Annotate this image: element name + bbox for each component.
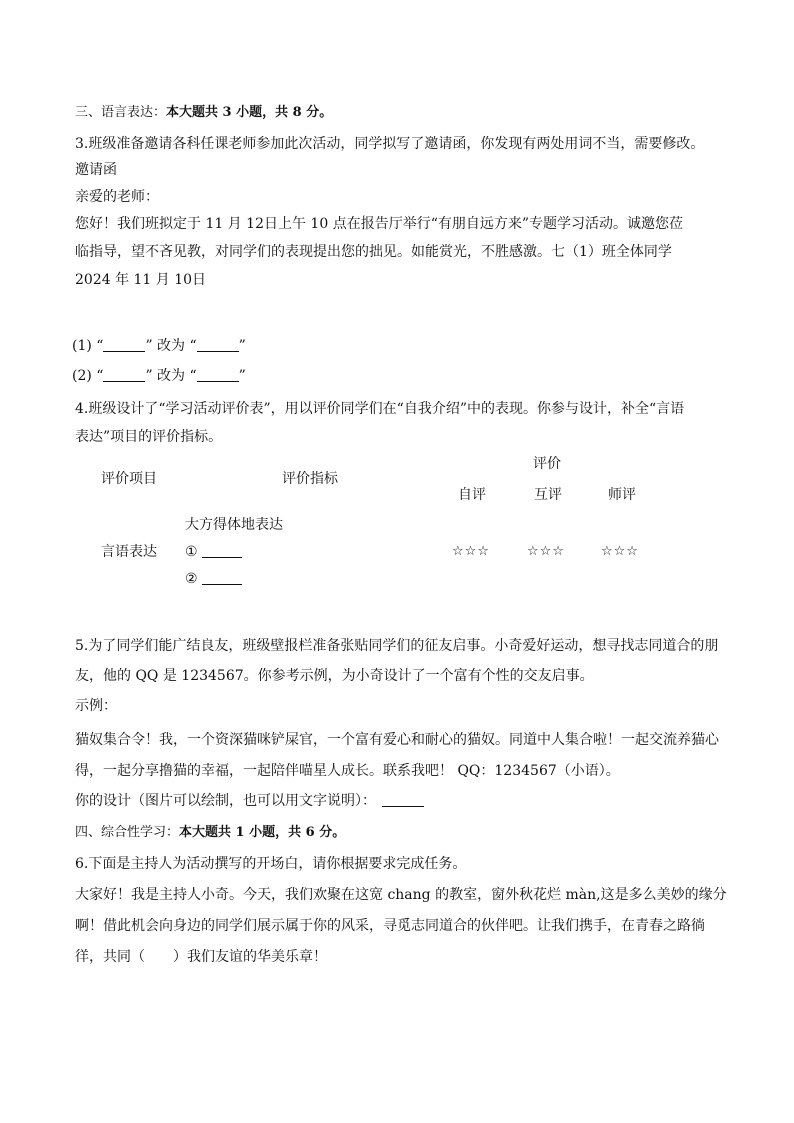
table-header-eval: 评价 (533, 456, 561, 472)
stars-teacher[interactable]: ☆☆☆ (601, 544, 639, 559)
table-header-peer: 互评 (534, 487, 562, 503)
answer-blank[interactable] (197, 367, 239, 382)
q4-prompt-line2: 表达”项目的评价指标。 (75, 429, 223, 445)
q3-answer-2: (2) “ ” 改为 “ ” (72, 368, 246, 384)
section-4-heading (75, 824, 345, 842)
section-3-points: 本大题共 3 小题，共 8 分。 (166, 105, 333, 120)
table-header-item: 评价项目 (101, 471, 157, 487)
answer-blank[interactable] (103, 367, 145, 382)
q3-body-line2: 临指导，望不吝见教，对同学们的表现提出您的拙见。如能赏光，不胜感激。七（1）班全体同学 (75, 244, 672, 260)
q6-prompt: 6.下面是主持人为活动撰写的开场白，请你根据要求完成任务。 (75, 856, 467, 872)
q5-design: 你的设计（图片可以绘制，也可以用文字说明）： (75, 792, 424, 810)
q3-body-line1: 您好！我们班拟定于 11 月 12日上午 10 点在报告厅举行“有朋自远方来”专题学习活动。诚邀您莅 (75, 216, 684, 232)
q5-example-label: 示例： (75, 698, 117, 714)
table-header-teacher: 师评 (608, 487, 636, 503)
section-3-heading (75, 104, 332, 122)
q3-salutation: 亲爱的老师： (75, 189, 159, 205)
indicator-2: ① (185, 543, 242, 561)
q5-example-line1: 猫奴集合令！我，一个资深猫咪铲屎官，一个富有爱心和耐心的猫奴。同道中人集合啦！一起交流养猫心 (75, 732, 719, 748)
section-4-points: 本大题共 1 小题，共 6 分。 (179, 825, 346, 840)
row-item-speech: 言语表达 (101, 544, 157, 560)
q6-body-line1: 大家好！我是主持人小奇。今天，我们欢聚在这宽 chang 的教室，窗外秋花烂 màn,这是多么美妙的缘分 (75, 887, 727, 903)
q5-prompt-line1: 5.为了同学们能广结良友，班级壁报栏准备张贴同学们的征友启事。小奇爱好运动，想寻找志同道合的朋 (75, 638, 719, 654)
answer-blank[interactable] (197, 337, 239, 352)
table-header-self: 自评 (458, 487, 486, 503)
q6-body-line3: 徉，共同（ ）我们友谊的华美乐章！ (75, 949, 327, 965)
stars-peer[interactable]: ☆☆☆ (527, 544, 565, 559)
stars-self[interactable]: ☆☆☆ (452, 544, 490, 559)
q3-letter-title: 邀请函 (75, 162, 117, 178)
indicator-1: 大方得体地表达 (185, 517, 283, 533)
q3-answer-1: (1) “ ” 改为 “ ” (72, 338, 246, 354)
indicator-blank-2[interactable] (202, 570, 242, 585)
q6-body-line2: 啊！借此机会向身边的同学们展示属于你的风采，寻觅志同道合的伙伴吧。让我们携手，在青春之路徜 (75, 918, 705, 934)
q3-date: 2024 年 11 月 10日 (75, 272, 207, 288)
section-4-prefix: 四、综合性学习： (75, 825, 180, 840)
design-blank[interactable] (382, 792, 424, 807)
table-header-indicator: 评价指标 (282, 471, 338, 487)
indicator-3: ② (185, 570, 242, 588)
q5-example-line2: 得，一起分享撸猫的幸福，一起陪伴喵星人成长。联系我吧！ QQ：1234567（小语）。 (75, 763, 620, 779)
q3-prompt: 3.班级准备邀请各科任课老师参加此次活动，同学拟写了邀请函，你发现有两处用词不当，需要修改。 (75, 136, 705, 152)
indicator-blank-1[interactable] (202, 543, 242, 558)
q5-prompt-line2: 友，他的 QQ 是 1234567。你参考示例，为小奇设计了一个富有个性的交友启事。 (75, 668, 594, 684)
q4-prompt-line1: 4.班级设计了“学习活动评价表”，用以评价同学们在“自我介绍”中的表现。你参与设计，补全“言语 (75, 401, 685, 417)
answer-blank[interactable] (103, 337, 145, 352)
section-3-prefix: 三、语言表达： (75, 105, 167, 120)
